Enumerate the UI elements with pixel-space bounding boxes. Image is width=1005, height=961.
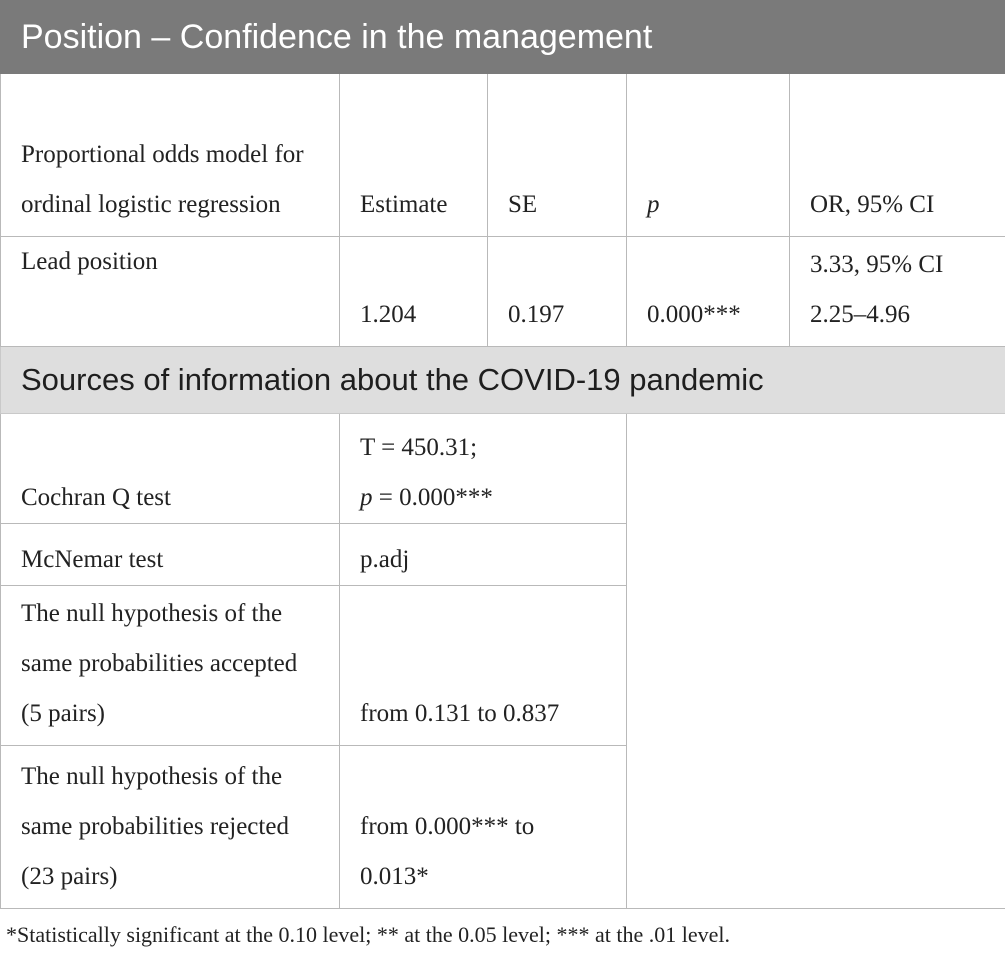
cochran-value-line1: T = 450.31; <box>360 434 478 461</box>
cochran-p-value: = 0.000*** <box>372 484 493 511</box>
empty-right-area <box>627 414 1005 909</box>
lead-p: 0.000*** <box>627 237 790 347</box>
rejected-value-line2: 0.013* <box>360 863 429 890</box>
cochran-row <box>1 414 1005 524</box>
col-p <box>627 74 790 237</box>
section2-header-row <box>1 347 1005 414</box>
mcnemar-label: McNemar test <box>1 524 340 586</box>
lead-label: Lead position <box>1 237 340 347</box>
mcnemar-value: p.adj <box>340 524 627 586</box>
lead-or-line2: 2.25–4.96 <box>810 301 910 328</box>
column-header-row <box>1 74 1005 237</box>
cochran-value-line2 <box>360 473 606 523</box>
col-or: OR, 95% CI <box>790 74 1005 237</box>
accepted-label: The null hypothesis of the same probabilities accepted (5 pairs) <box>1 586 340 746</box>
model-label: Proportional odds model for ordinal logistic regression <box>1 74 340 237</box>
col-estimate: Estimate <box>340 74 488 237</box>
lead-or <box>790 237 1005 347</box>
rejected-value <box>340 746 627 909</box>
lead-se: 0.197 <box>488 237 627 347</box>
cochran-value <box>340 414 627 524</box>
lead-or-line1: 3.33, 95% CI <box>810 251 944 278</box>
lead-estimate: 1.204 <box>340 237 488 347</box>
section2-title: Sources of information about the COVID-19 pandemic <box>1 347 1005 414</box>
col-p-label: p <box>647 191 660 218</box>
cochran-label: Cochran Q test <box>1 414 340 524</box>
section1-header-row <box>1 1 1005 74</box>
rejected-label: The null hypothesis of the same probabilities rejected (23 pairs) <box>1 746 340 909</box>
rejected-value-line1: from 0.000*** to <box>360 813 535 840</box>
accepted-value: from 0.131 to 0.837 <box>340 586 627 746</box>
footnote: *Statistically significant at the 0.10 level; ** at the 0.05 level; *** at the .01 level. <box>6 922 730 947</box>
lead-position-row <box>1 237 1005 347</box>
col-se: SE <box>488 74 627 237</box>
cochran-p-symbol: p <box>360 484 373 511</box>
section1-title: Position – Confidence in the management <box>1 1 1005 74</box>
